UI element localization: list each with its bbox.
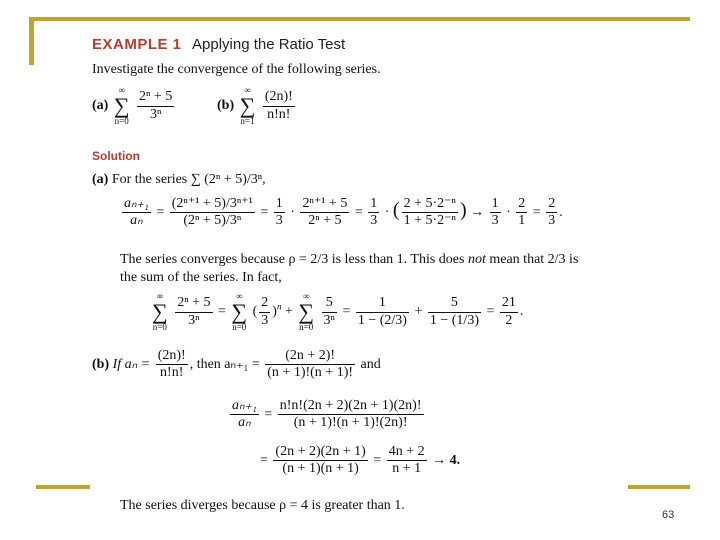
page-number: 63 [662, 509, 675, 521]
sigma-b: ∞ ∑ n=1 [239, 85, 256, 126]
frame-bottom-right-bar [628, 485, 690, 489]
ratio-b-line2: = $\frac{(2n + 2)(2n + 1)}{(n + 1)(n + 1)}$ = $\frac{4n + 2}{n + 1}$ → 4. [260, 444, 461, 477]
series-a-fraction: $\frac{\text{2ⁿ + 5}}{\text{3ⁿ}}$ [139, 89, 173, 122]
sum-equation: ∞ ∑ n=0 $\frac{\text{2ⁿ + 5}}{\text{3ⁿ}}$ = ∞ ∑ n=0 ( $\frac{2}{3}$ )$^n$ + ∞ ∑ n=0 $\frac{5}{\text{3ⁿ}}$ = $\frac{1}{1 - (2/3)}$ + $\frac{5}{1 - (1/3)}$ = $\frac{21}{2}$ . [152, 291, 524, 332]
sigma-a: ∞ ∑ n=0 [113, 85, 130, 126]
example-title: Applying the Ratio Test [192, 36, 346, 53]
part-b-label: (b) [217, 98, 235, 114]
diverges-text: The series diverges because ρ = 4 is greater than 1. [120, 498, 405, 513]
sol-a-lead: (a) For the series ∑ (2ⁿ + 5)/3ⁿ, [92, 172, 266, 187]
frame-top-bar [29, 17, 690, 21]
ratio-b-line1: $\frac{\text{aₙ₊₁}}{\text{aₙ}}$ = $\frac{n!n!(2n + 2)(2n + 1)(2n)!}{(n + 1)!(n + 1)!(2n)!}$ [232, 398, 422, 431]
frame-left-bar [29, 17, 34, 65]
sol-b-lead: (b) If aₙ = $\frac{(2n)!}{n!n!}$ , then aₙ₊₁ = $\frac{(2n + 2)!}{(n + 1)!(n + 1)!}$ and [92, 348, 381, 381]
sum-intro-text: the sum of the series. In fact, [120, 270, 282, 285]
solution-heading: Solution [92, 149, 140, 163]
part-a-label: (a) [92, 98, 109, 114]
sol-a-lead-text: For the series ∑ (2ⁿ + 5)/3ⁿ, [111, 172, 266, 187]
frame-bottom-left-bar [36, 485, 90, 489]
intro-text: Investigate the convergence of the following series. [92, 62, 381, 77]
ratio-a-equation: $\frac{\text{aₙ₊₁}}{\text{aₙ}}$ = $\frac{\text{(2ⁿ⁺¹ + 5)/3ⁿ⁺¹}}{\text{(2ⁿ + 5)/3ⁿ}}$ = $\frac{1}{3}$ · $\frac{\text{2ⁿ⁺¹ + 5}}{\text{2ⁿ + 5}}$ = $\frac{1}{3}$ · ( $\frac{\text{2 + 5·2⁻ⁿ}}{\text{1 + 5·2⁻ⁿ}}$ ) → $\frac{1}{3}$ · $\frac{2}{1}$ = $\frac{2}{3}$ . [124, 196, 563, 229]
converges-text: The series converges because ρ = 2/3 is less than 1. This does not mean that 2/3 is [120, 252, 579, 267]
problem-a [92, 86, 176, 126]
series-b-fraction: $\frac{(2n)!}{n!n!}$ [264, 89, 293, 122]
problem-b [217, 86, 297, 126]
example-label: EXAMPLE 1 [92, 36, 182, 53]
